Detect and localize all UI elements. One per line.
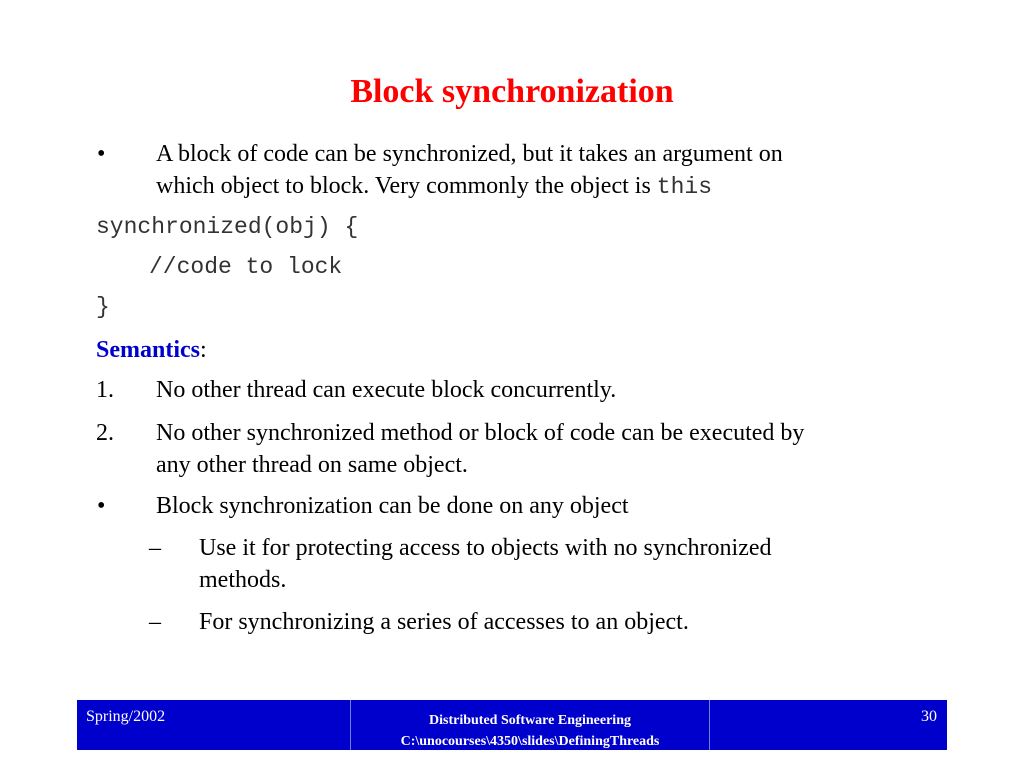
bullet-1-line-1: A block of code can be synchronized, but it takes an argument on [156, 141, 783, 167]
number-2: 2. [96, 420, 114, 446]
semantics-label: Semantics [96, 337, 200, 363]
numbered-item-2-line-2: any other thread on same object. [156, 452, 468, 478]
footer-bar [77, 700, 947, 750]
code-line-1: synchronized(obj) { [96, 214, 359, 240]
bullet-1-line-2 [156, 170, 712, 203]
dash-marker: – [149, 609, 161, 635]
dash-marker: – [149, 535, 161, 561]
semantics-colon: : [200, 337, 207, 363]
page-number: 30 [921, 708, 937, 725]
sub-item-1-line-2: methods. [199, 567, 287, 593]
slide-title: Block synchronization [350, 73, 674, 110]
footer-course-title: Distributed Software Engineering [429, 713, 631, 728]
numbered-item-1: No other thread can execute block concurrently. [156, 377, 617, 403]
sub-item-1-line-1: Use it for protecting access to objects with no synchronized [199, 535, 772, 561]
code-keyword-this: this [656, 174, 713, 200]
bullet-1-text: which object to block. Very commonly the object is [156, 173, 657, 199]
code-line-2: //code to lock [149, 254, 343, 280]
numbered-item-2-line-1: No other synchronized method or block of code can be executed by [156, 420, 805, 446]
bullet-2: Block synchronization can be done on any object [156, 493, 629, 519]
bullet-marker: • [97, 141, 106, 167]
footer-date: Spring/2002 [86, 708, 166, 725]
footer-course [350, 700, 710, 750]
sub-item-2: For synchronizing a series of accesses to an object. [199, 609, 689, 635]
code-line-3: } [96, 294, 110, 320]
footer-file-path: C:\unocourses\4350\slides\DefiningThreads [400, 734, 660, 749]
number-1: 1. [96, 377, 114, 403]
semantics-heading [96, 334, 207, 366]
bullet-marker: • [97, 493, 106, 519]
